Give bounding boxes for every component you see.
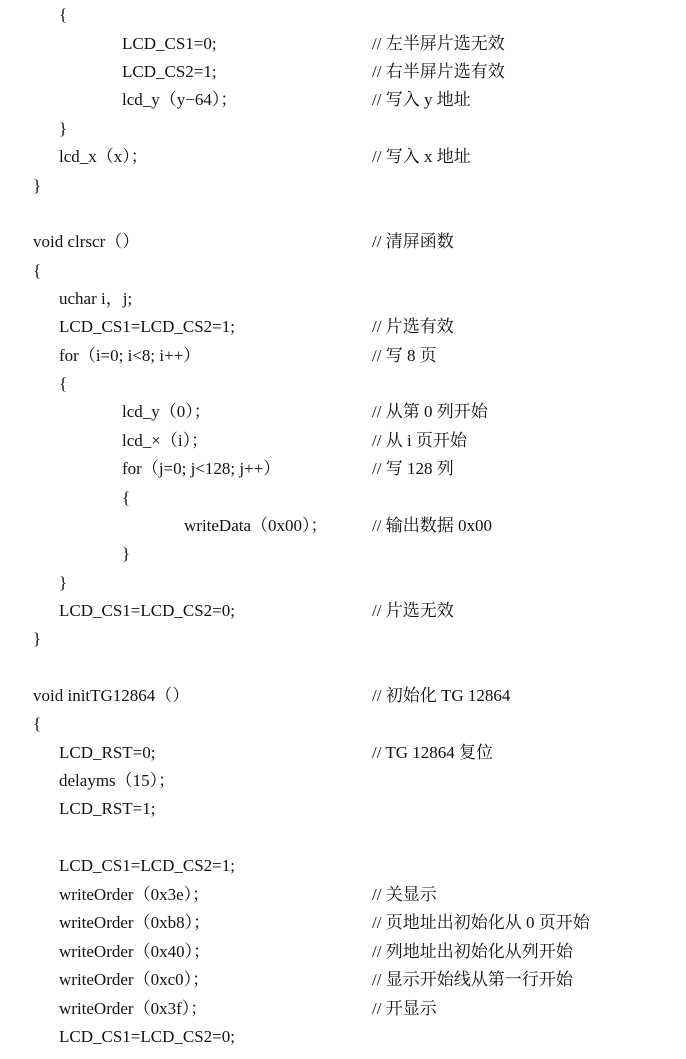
code-text: {: [122, 488, 131, 507]
code-line: [0, 597, 686, 625]
code-text: LCD_CS1=LCD_CS2=1;: [59, 856, 235, 875]
code-comment: // 清屏函数: [372, 232, 454, 251]
code-line: [0, 739, 686, 767]
code-line: [0, 909, 686, 937]
code-text: void clrscr（）: [33, 232, 140, 251]
code-comment: // 左半屏片选无效: [372, 34, 505, 53]
code-text: {: [33, 261, 42, 280]
code-text: for（i=0; i<8; i++）: [59, 346, 201, 365]
code-line: [0, 200, 686, 228]
code-line: [0, 966, 686, 994]
code-text: writeOrder（0xb8）；: [59, 913, 211, 932]
code-text: LCD_RST=1;: [59, 799, 156, 818]
code-comment: // 从 i 页开始: [372, 431, 467, 450]
code-line: [0, 1023, 686, 1051]
code-line: [0, 852, 686, 880]
code-comment: // TG 12864 复位: [372, 743, 494, 762]
code-text: }: [33, 176, 42, 195]
code-text: writeOrder（0x3f）；: [59, 999, 208, 1018]
code-text: }: [122, 544, 131, 563]
code-comment: // 列地址出初始化从列开始: [372, 942, 573, 961]
code-line: [0, 512, 686, 540]
code-line: [0, 881, 686, 909]
code-text: lcd_x（x）；: [59, 147, 148, 166]
code-line: [0, 257, 686, 285]
code-text: LCD_CS1=LCD_CS2=0;: [59, 1027, 235, 1046]
code-line: [0, 285, 686, 313]
code-comment: // 片选有效: [372, 317, 454, 336]
code-comment: // 写 128 列: [372, 459, 454, 478]
code-text: void initTG12864（）: [33, 686, 190, 705]
code-line: [0, 710, 686, 738]
code-text: {: [33, 714, 42, 733]
code-text: writeData（0x00）；: [184, 516, 328, 535]
code-text: writeOrder（0x3e）；: [59, 885, 210, 904]
code-comment: // 开显示: [372, 999, 437, 1018]
code-text: }: [33, 629, 42, 648]
code-line: [0, 1, 686, 29]
code-text: for（j=0; j<128; j++）: [122, 459, 281, 478]
code-line: [0, 653, 686, 681]
code-text: lcd_y（y−64）；: [122, 90, 238, 109]
code-comment: // 关显示: [372, 885, 437, 904]
code-text: delayms（15）；: [59, 771, 176, 790]
code-line: [0, 398, 686, 426]
code-comment: // 写入 x 地址: [372, 147, 471, 166]
code-text: {: [59, 5, 68, 24]
code-line: [0, 995, 686, 1023]
code-text: LCD_CS2=1;: [122, 62, 217, 81]
code-text: LCD_RST=0;: [59, 743, 156, 762]
code-line: [0, 938, 686, 966]
code-comment: // 写入 y 地址: [372, 90, 471, 109]
code-comment: // 页地址出初始化从 0 页开始: [372, 913, 590, 932]
code-line: [0, 767, 686, 795]
code-comment: // 显示开始线从第一行开始: [372, 970, 573, 989]
code-text: LCD_CS1=LCD_CS2=0;: [59, 601, 235, 620]
code-line: [0, 824, 686, 852]
code-comment: // 写 8 页: [372, 346, 437, 365]
code-comment: // 从第 0 列开始: [372, 402, 488, 421]
code-line: [0, 172, 686, 200]
code-line: [0, 682, 686, 710]
code-line: [0, 625, 686, 653]
code-text: }: [59, 119, 68, 138]
code-text: uchar i，j;: [59, 289, 133, 308]
code-line: [0, 86, 686, 114]
code-line: [0, 795, 686, 823]
code-line: [0, 228, 686, 256]
code-text: writeOrder（0xc0）；: [59, 970, 210, 989]
code-comment: // 片选无效: [372, 601, 454, 620]
code-text: {: [59, 374, 68, 393]
code-comment: // 初始化 TG 12864: [372, 686, 511, 705]
code-line: [0, 427, 686, 455]
code-line: [0, 115, 686, 143]
code-line: [0, 143, 686, 171]
code-text: LCD_CS1=LCD_CS2=1;: [59, 317, 235, 336]
code-text: LCD_CS1=0;: [122, 34, 217, 53]
code-text: writeOrder（0x40）；: [59, 942, 211, 961]
code-line: [0, 58, 686, 86]
code-line: [0, 484, 686, 512]
code-line: [0, 370, 686, 398]
code-line: [0, 30, 686, 58]
code-text: }: [59, 573, 68, 592]
code-line: [0, 342, 686, 370]
code-text: lcd_y（0）；: [122, 402, 211, 421]
code-line: [0, 540, 686, 568]
code-comment: // 输出数据 0x00: [372, 516, 492, 535]
code-line: [0, 455, 686, 483]
code-line: [0, 313, 686, 341]
code-text: lcd_×（i）；: [122, 431, 209, 450]
code-line: [0, 569, 686, 597]
code-comment: // 右半屏片选有效: [372, 62, 505, 81]
